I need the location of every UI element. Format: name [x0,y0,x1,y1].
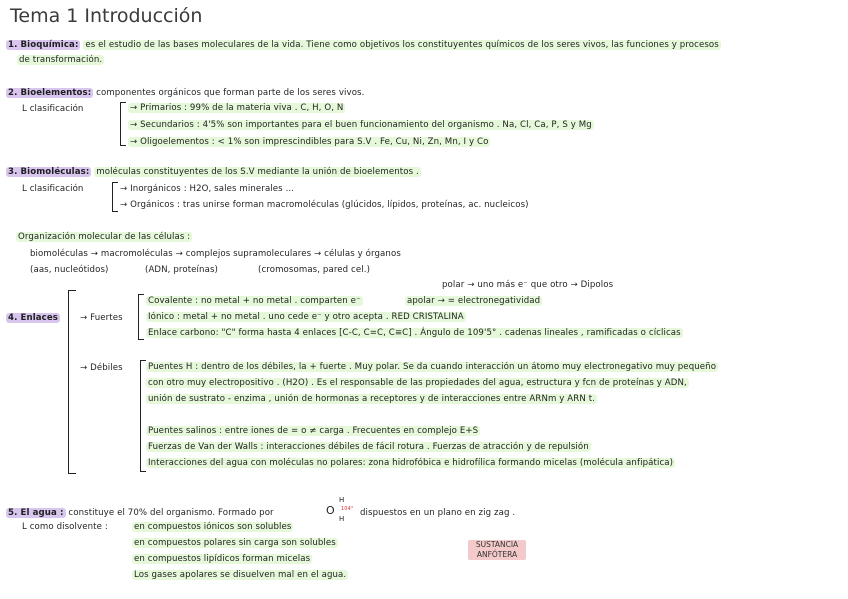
section-1-line-1 [6,40,721,51]
organization-sub-1: (aas, nucleótidos) [30,265,109,275]
water-solvent-1-text: en compuestos iónicos son solubles [134,522,292,532]
bonds-covalent-text: Covalente : no metal + no metal . comparten e⁻ [148,296,361,306]
bonds-hydrophobic-text: Interacciones del agua con moléculas no polares: zona hidrofóbica e hidrofílica formando micelas (molécula anfipática) [148,458,674,468]
bonds-strong-bracket [138,294,144,340]
amphoteric-tag: SUSTANCIA ANFÓTERA [468,540,526,560]
bonds-salt-bridges [146,426,480,437]
organization-chain: biomoléculas → macromoléculas → complejos supramoleculares → células y órganos [30,249,401,259]
section-4-bracket [68,290,76,474]
organization-sub-2: (ADN, proteínas) [145,265,218,275]
section-1-definition: es el estudio de las bases moleculares de la vida. Tiene como objetivos los constituyentes químicos de los seres vivos, las funciones y procesos [85,40,719,50]
section-5-line [6,508,274,519]
water-solvent-4-text: Los gases apolares se disuelven mal en el agua. [134,570,347,580]
bioelements-secondary-text: → Secundarios : 4'5% son importantes para el buen funcionamiento del organismo . Na, Cl, Ca, P, S y Mg [130,120,592,130]
biomolecules-organic: → Orgánicos : tras unirse forman macromoléculas (glúcidos, lípidos, proteínas, ac. nucleicos) [120,200,529,210]
section-3-heading: 3. Biomoléculas: [8,167,90,177]
bonds-apolar [405,296,542,307]
bonds-hydrogen-3-text: unión de sustrato - enzima , unión de hormonas a receptores y de interacciones entre ARNm y ARN t. [148,394,596,404]
section-2-heading: 2. Bioelementos: [8,88,92,98]
bioelements-trace [128,137,490,148]
section-1-definition-end: de transformación. [19,55,103,65]
bonds-hydrogen-1 [146,362,718,373]
section-5-definition-end: dispuestos en un plano en zig zag . [360,508,516,518]
section-3-bracket [112,182,118,212]
bonds-weak-bracket [140,360,146,472]
bonds-van-der-waals-text: Fuerzas de Van der Walls : interacciones débiles de fácil rotura . Fuerzas de atracción y de repulsión [148,442,589,452]
section-5-definition: constituye el 70% del organismo. Formado por [68,508,274,518]
section-1-heading: 1. Bioquímica: [8,40,79,50]
water-solvent-3 [132,554,312,565]
bonds-carbon [146,328,683,339]
bonds-ionic [146,312,466,323]
section-5-heading: 5. El agua : [8,508,64,518]
bonds-strong-label: → Fuertes [80,313,123,323]
water-molecule-icon [326,495,358,525]
water-oxygen: O [326,504,335,517]
section-3-classification-label: L clasificación [22,184,84,194]
section-4-heading: 4. Enlaces [8,313,59,323]
water-hydrogen-top: H [339,496,345,504]
bioelements-primary-text: → Primarios : 99% de la materia viva . C, H, O, N [130,103,344,113]
bonds-weak-label: → Débiles [80,363,123,373]
bonds-apolar-text: apolar → = electronegatividad [407,296,541,306]
water-solvent-3-text: en compuestos lipídicos forman micelas [134,554,311,564]
section-3-line [6,167,421,178]
section-2-line [6,88,364,99]
bonds-van-der-waals [146,442,591,453]
bonds-covalent [146,296,363,307]
page-title: Tema 1 Introducción [10,5,203,27]
section-4-line [6,313,60,324]
bonds-salt-bridges-text: Puentes salinos : entre iones de = o ≠ carga . Frecuentes en complejo E+S [148,426,479,436]
water-solvent-label: L como disolvente : [22,522,108,532]
section-2-bracket [120,102,126,146]
water-solvent-2 [132,538,338,549]
bonds-ionic-text: Iónico : metal + no metal . uno cede e⁻ y otro acepta . RED CRISTALINA [148,312,464,322]
bonds-hydrogen-2 [146,378,689,389]
water-angle: 104° [341,506,354,512]
organization-sub-3: (cromosomas, pared cel.) [258,265,371,275]
water-hydrogen-bottom: H [339,515,345,523]
organization-heading-text: Organización molecular de las células : [18,232,191,242]
biomolecules-inorganic: → Inorgánicos : H2O, sales minerales ... [120,184,295,194]
bonds-hydrogen-1-text: Puentes H : dentro de los débiles, la + fuerte . Muy polar. Se da cuando interacción un átomo muy electronegativo muy pequeño [148,362,717,372]
bonds-carbon-text: Enlace carbono: "C" forma hasta 4 enlaces [C-C, C=C, C≡C] . Ángulo de 109'5° . cadenas lineales , ramificadas o cíclicas [148,328,681,338]
section-3-definition: moléculas constituyentes de los S.V mediante la unión de bioelementos . [96,167,419,177]
section-2-definition: componentes orgánicos que forman parte de los seres vivos. [96,88,365,98]
bioelements-trace-text: → Oligoelementos : < 1% son imprescindibles para S.V . Fe, Cu, Ni, Zn, Mn, I y Co [130,137,489,147]
bonds-hydrophobic [146,458,675,469]
organization-heading [16,232,192,243]
bonds-hydrogen-2-text: con otro muy electropositivo . (H2O) . Es el responsable de las propiedades del agua, estructura y fcn de proteínas y ADN, [148,378,687,388]
bonds-polar: polar → uno más e⁻ que otro → Dipolos [442,280,614,290]
section-2-classification-label: L clasificación [22,104,84,114]
water-solvent-2-text: en compuestos polares sin carga son solubles [134,538,336,548]
bioelements-primary [128,103,345,114]
section-1-line-2 [17,55,104,66]
bioelements-secondary [128,120,594,131]
water-solvent-1 [132,522,293,533]
bonds-hydrogen-3 [146,394,597,405]
water-solvent-4 [132,570,348,581]
